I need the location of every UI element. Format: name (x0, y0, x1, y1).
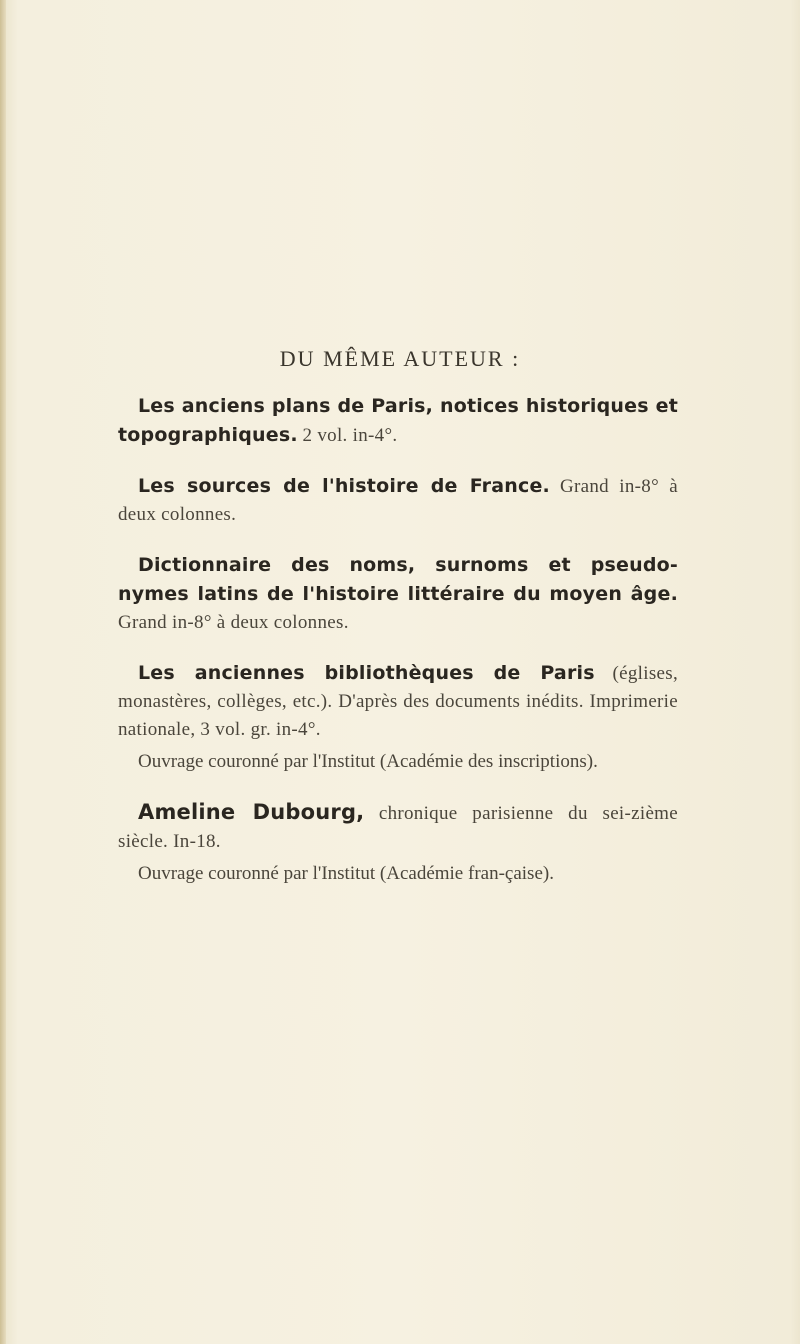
bibliography-list (118, 392, 678, 910)
entry-title: Les anciens plans de Paris, notices historiques et topographiques. (118, 395, 678, 446)
entry-title: Les sources de l'histoire de France. (138, 475, 550, 497)
bibliography-entry (118, 551, 678, 637)
entry-award-note: Ouvrage couronné par l'Institut (Académie fran-çaise). (138, 863, 554, 884)
entry-description: (églises, monastères, collèges, etc.). D'après des documents inédits. Imprimerie nationale, 3 vol. gr. in-4°. (118, 663, 678, 740)
entry-description: chronique parisienne du sei-zième siècle. In-18. (118, 803, 678, 852)
entry-description: Grand in-8° à deux colonnes. (118, 476, 679, 525)
bibliography-entry (118, 472, 678, 529)
bibliography-entry (118, 392, 678, 450)
page-heading: DU MÊME AUTEUR : (279, 346, 521, 371)
entry-title: Dictionnaire des noms, surnoms et pseudo-nymes latins de l'histoire littéraire du moyen âge. (118, 554, 678, 605)
page-binding-edge (0, 0, 6, 1344)
entry-description: Grand in-8° à deux colonnes. (118, 612, 349, 633)
entry-description: 2 vol. in-4°. (302, 425, 398, 446)
bibliography-entry (118, 798, 678, 888)
bibliography-entry (118, 659, 678, 776)
entry-award-note: Ouvrage couronné par l'Institut (Académie des inscriptions). (138, 751, 598, 772)
entry-title: Ameline Dubourg, (138, 800, 365, 824)
entry-title: Les anciennes bibliothèques de Paris (138, 662, 595, 684)
